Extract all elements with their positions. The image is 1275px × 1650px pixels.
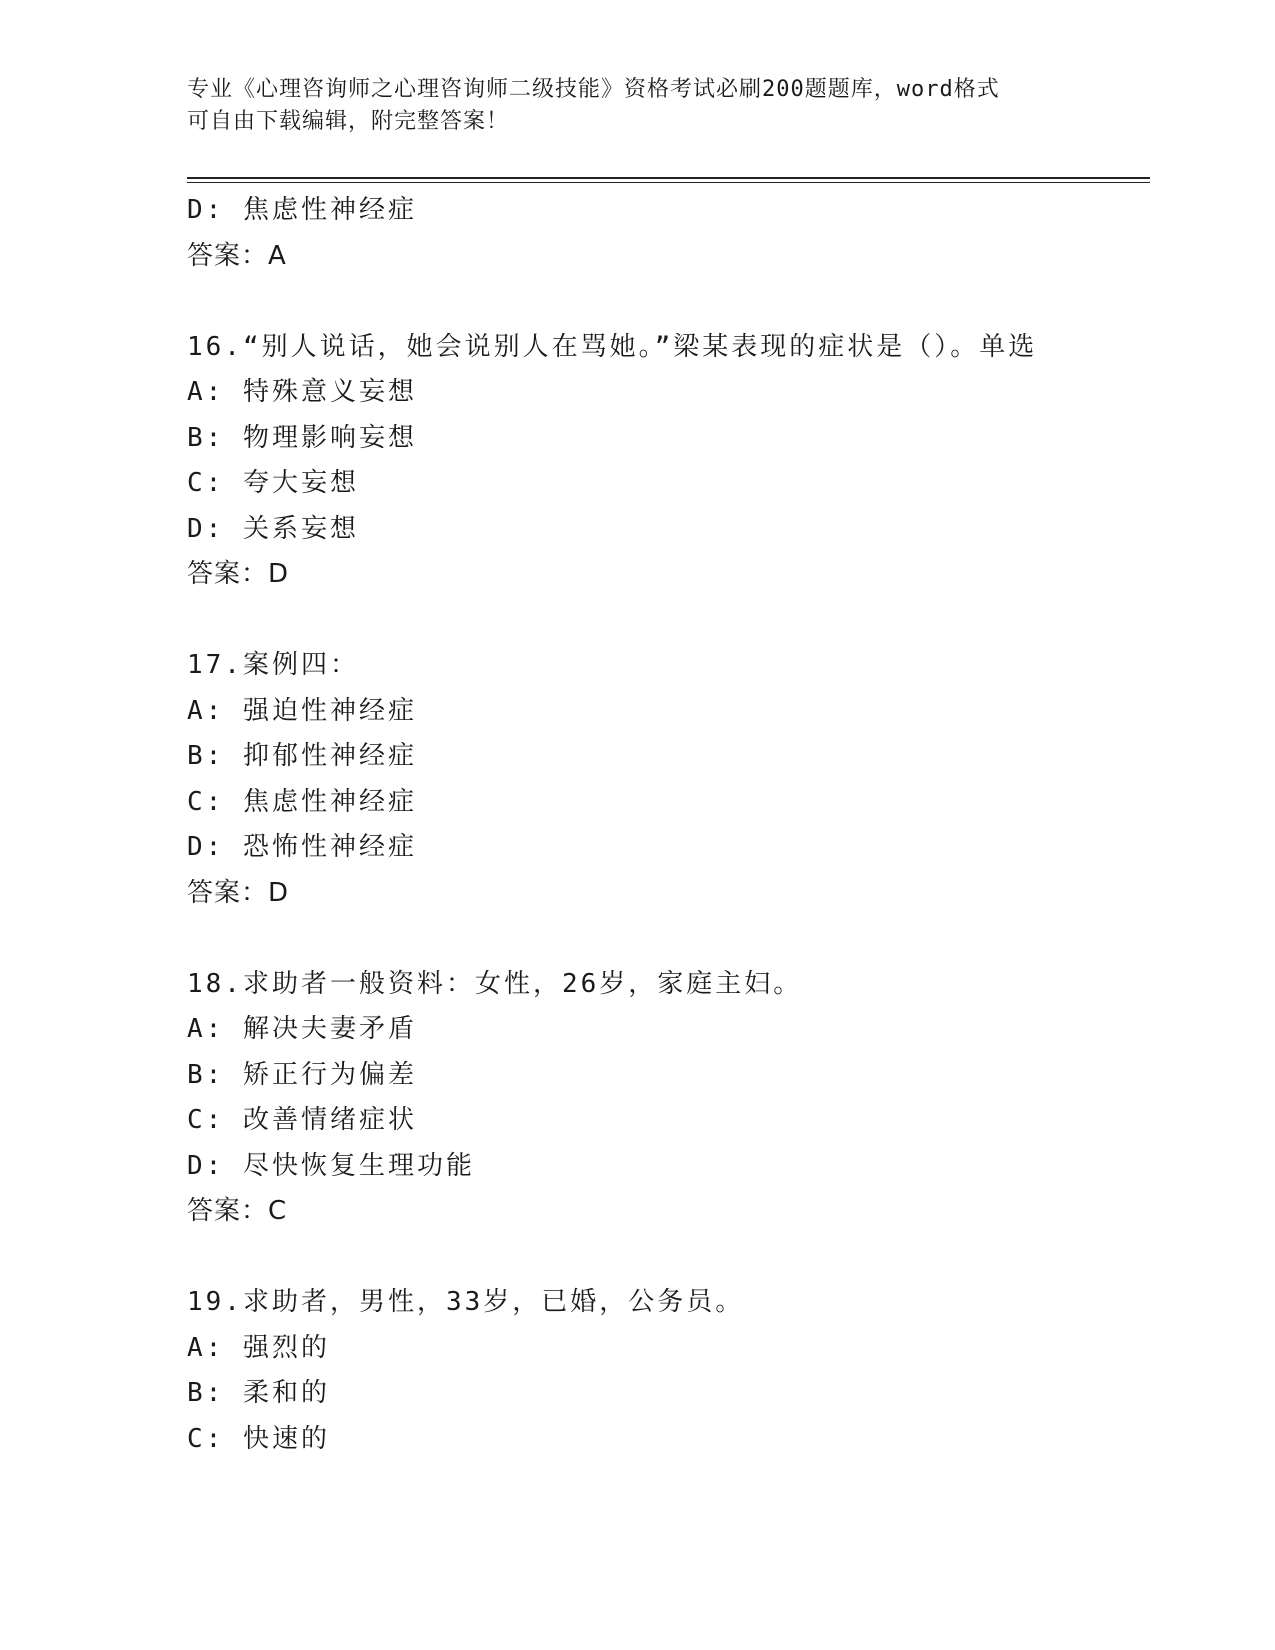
option-c: C: 焦虑性神经症 <box>187 786 417 817</box>
question-18 <box>187 962 1127 1235</box>
option-b: B: 柔和的 <box>187 1378 330 1408</box>
option-a: A: 强迫性神经症 <box>187 695 417 726</box>
option-a: A: 强烈的 <box>187 1332 330 1363</box>
spacer <box>187 1235 1127 1281</box>
option-b: B: 物理影响妄想 <box>187 422 417 453</box>
question-stem: 16.“别人说话，她会说别人在骂她。”梁某表现的症状是（）。单选 <box>187 331 1038 362</box>
option-b: B: 矫正行为偏差 <box>187 1059 417 1090</box>
prev-answer: 答案：A <box>187 240 287 271</box>
option-d: D: 关系妄想 <box>187 513 359 544</box>
answer: 答案：C <box>187 1196 288 1226</box>
answer: 答案：D <box>187 559 290 589</box>
question-stem: 18.求助者一般资料：女性，26岁，家庭主妇。 <box>187 968 803 999</box>
option-c: C: 夸大妄想 <box>187 468 359 498</box>
option-d: D: 恐怖性神经症 <box>187 832 417 862</box>
header-divider-bottom <box>187 182 1150 183</box>
spacer <box>187 598 1127 644</box>
document-header <box>187 74 1087 138</box>
option-d: D: 尽快恢复生理功能 <box>187 1150 475 1181</box>
question-17 <box>187 643 1127 916</box>
header-divider-top <box>187 177 1150 179</box>
prev-option-d: D: 焦虑性神经症 <box>187 195 417 225</box>
spacer <box>187 916 1127 962</box>
header-line-1: 专业《心理咨询师之心理咨询师二级技能》资格考试必刷200题题库，word格式 <box>187 77 1000 102</box>
question-stem: 17.案例四： <box>187 650 359 680</box>
question-stem: 19.求助者，男性，33岁，已婚，公务员。 <box>187 1287 745 1317</box>
header-line-2: 可自由下载编辑，附完整答案！ <box>187 109 510 134</box>
option-c: C: 快速的 <box>187 1423 330 1454</box>
option-c: C: 改善情绪症状 <box>187 1105 417 1135</box>
option-a: A: 解决夫妻矛盾 <box>187 1014 417 1044</box>
option-a: A: 特殊意义妄想 <box>187 377 417 407</box>
option-b: B: 抑郁性神经症 <box>187 741 417 771</box>
question-19 <box>187 1280 1127 1462</box>
question-list <box>187 188 1127 1462</box>
question-16 <box>187 325 1127 598</box>
answer: 答案：D <box>187 877 290 908</box>
spacer <box>187 279 1127 325</box>
